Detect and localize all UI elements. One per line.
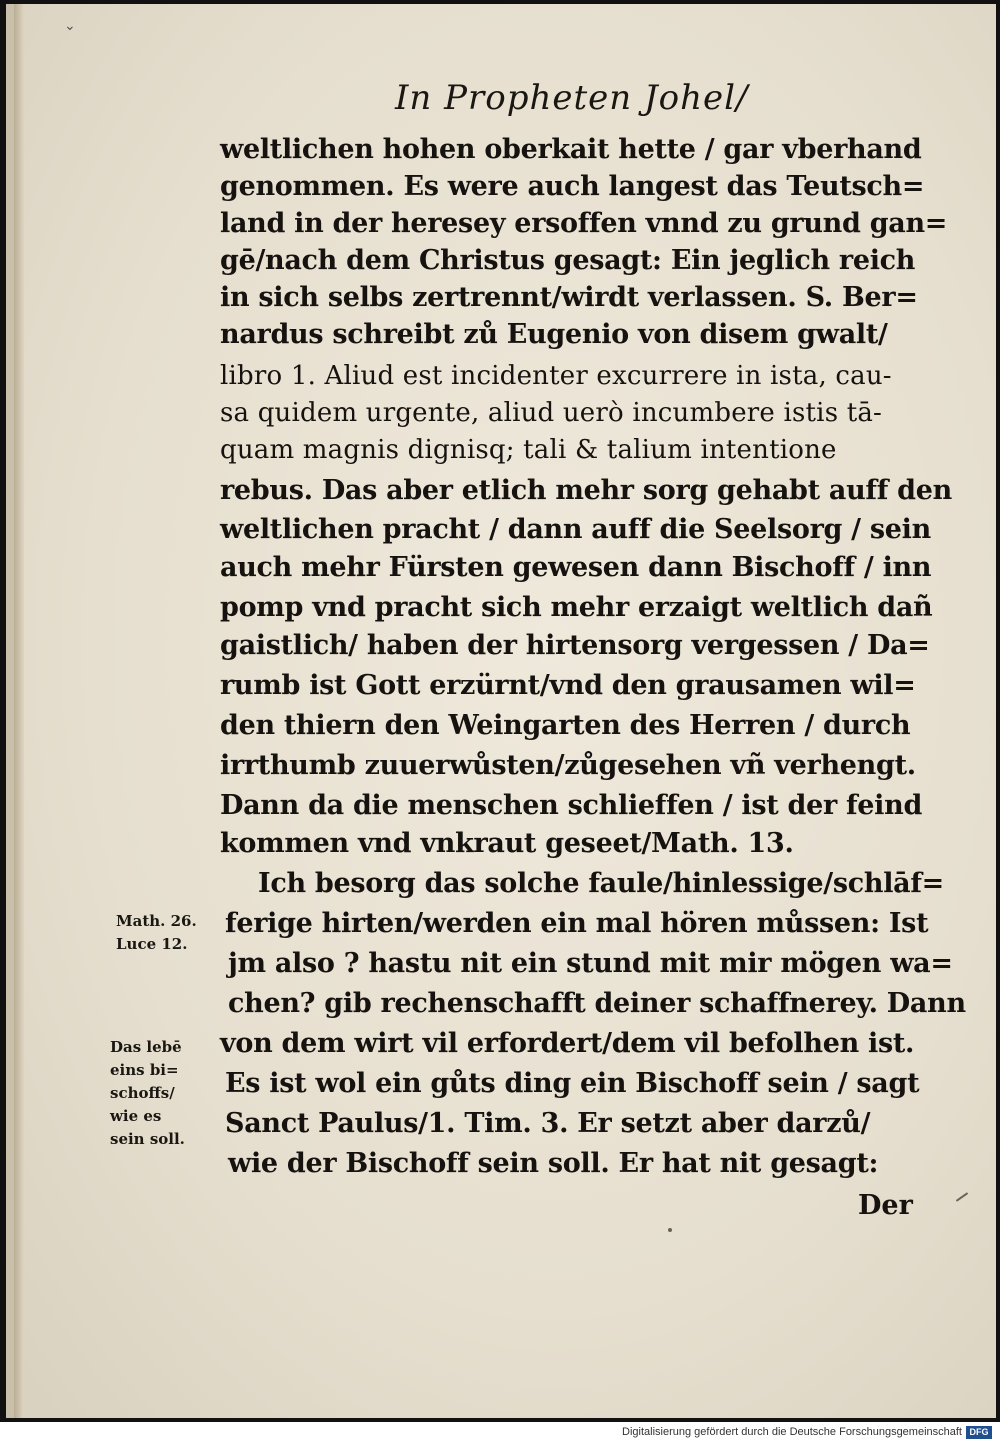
text-line: gē/nach dem Christus gesagt: Ein jeglich reich	[220, 245, 916, 276]
text-line: genommen. Es were auch langest das Teutsch=	[220, 171, 925, 202]
text-line: rumb ist Gott erzürnt/vnd den grausamen wil=	[220, 670, 916, 701]
margin-note-line: Das lebē	[110, 1038, 182, 1056]
text-line: auch mehr Fürsten gewesen dann Bischoff / inn	[220, 552, 932, 583]
footer-bar	[0, 1422, 1000, 1444]
text-line: Ich besorg das solche faule/hinlessige/schlāf=	[258, 868, 944, 899]
top-mark: ⌄	[64, 18, 76, 34]
text-line: Sanct Paulus/1. Tim. 3. Er setzt aber darzů/	[225, 1108, 871, 1139]
running-headline: In Propheten Johel/	[395, 78, 749, 118]
text-line: irrthumb zuuerwůsten/zůgesehen vñ verhengt.	[220, 750, 916, 781]
text-line: sa quidem urgente, aliud uerò incumbere istis tā-	[220, 398, 883, 428]
text-line: rebus. Das aber etlich mehr sorg gehabt auff den	[220, 475, 952, 506]
text-line: wie der Bischoff sein soll. Er hat nit gesagt:	[228, 1148, 879, 1179]
text-line: in sich selbs zertrennt/wirdt verlassen. S. Ber=	[220, 282, 918, 313]
text-line: gaistlich/ haben der hirtensorg vergessen / Da=	[220, 630, 930, 661]
margin-note-references	[116, 910, 197, 956]
text-line: Es ist wol ein gůts ding ein Bischoff sein / sagt	[225, 1068, 920, 1099]
text-line: chen? gib rechenschafft deiner schaffnerey. Dann	[228, 988, 966, 1019]
text-line: von dem wirt vil erfordert/dem vil befolhen ist.	[220, 1028, 915, 1059]
page-binding-edge	[14, 4, 24, 1418]
text-line: Dann da die menschen schlieffen / ist der feind	[220, 790, 923, 821]
text-line: weltlichen pracht / dann auff die Seelsorg / sein	[220, 514, 931, 545]
text-line: jm also ? hastu nit ein stund mit mir mögen wa=	[228, 948, 953, 979]
catchword: Der	[858, 1190, 913, 1221]
margin-note-line: sein soll.	[110, 1130, 185, 1148]
text-line: weltlichen hohen oberkait hette / gar vberhand	[220, 134, 922, 165]
text-line: nardus schreibt zů Eugenio von disem gwalt/	[220, 319, 888, 350]
dfg-logo-icon: DFG	[966, 1426, 992, 1439]
footer-credit: Digitalisierung gefördert durch die Deutsche Forschungsgemeinschaft	[622, 1426, 962, 1438]
text-line: den thiern den Weingarten des Herren / durch	[220, 710, 911, 741]
margin-note-line: schoffs/	[110, 1084, 175, 1102]
text-line: quam magnis dignisq; tali & talium intentione	[220, 435, 837, 465]
text-line: pomp vnd pracht sich mehr erzaigt weltlich dañ	[220, 592, 933, 623]
margin-note-line: eins bi=	[110, 1061, 179, 1079]
text-line: land in der heresey ersoffen vnnd zu grund gan=	[220, 208, 948, 239]
margin-note-bishop	[110, 1036, 185, 1151]
text-line: ferige hirten/werden ein mal hören můssen: Ist	[225, 908, 929, 939]
margin-note-line: Luce 12.	[116, 935, 188, 953]
text-line: libro 1. Aliud est incidenter excurrere in ista, cau-	[220, 361, 892, 391]
margin-note-line: wie es	[110, 1107, 162, 1125]
paper-speck	[668, 1228, 672, 1232]
text-line: kommen vnd vnkraut geseet/Math. 13.	[220, 828, 794, 859]
margin-note-line: Math. 26.	[116, 912, 197, 930]
